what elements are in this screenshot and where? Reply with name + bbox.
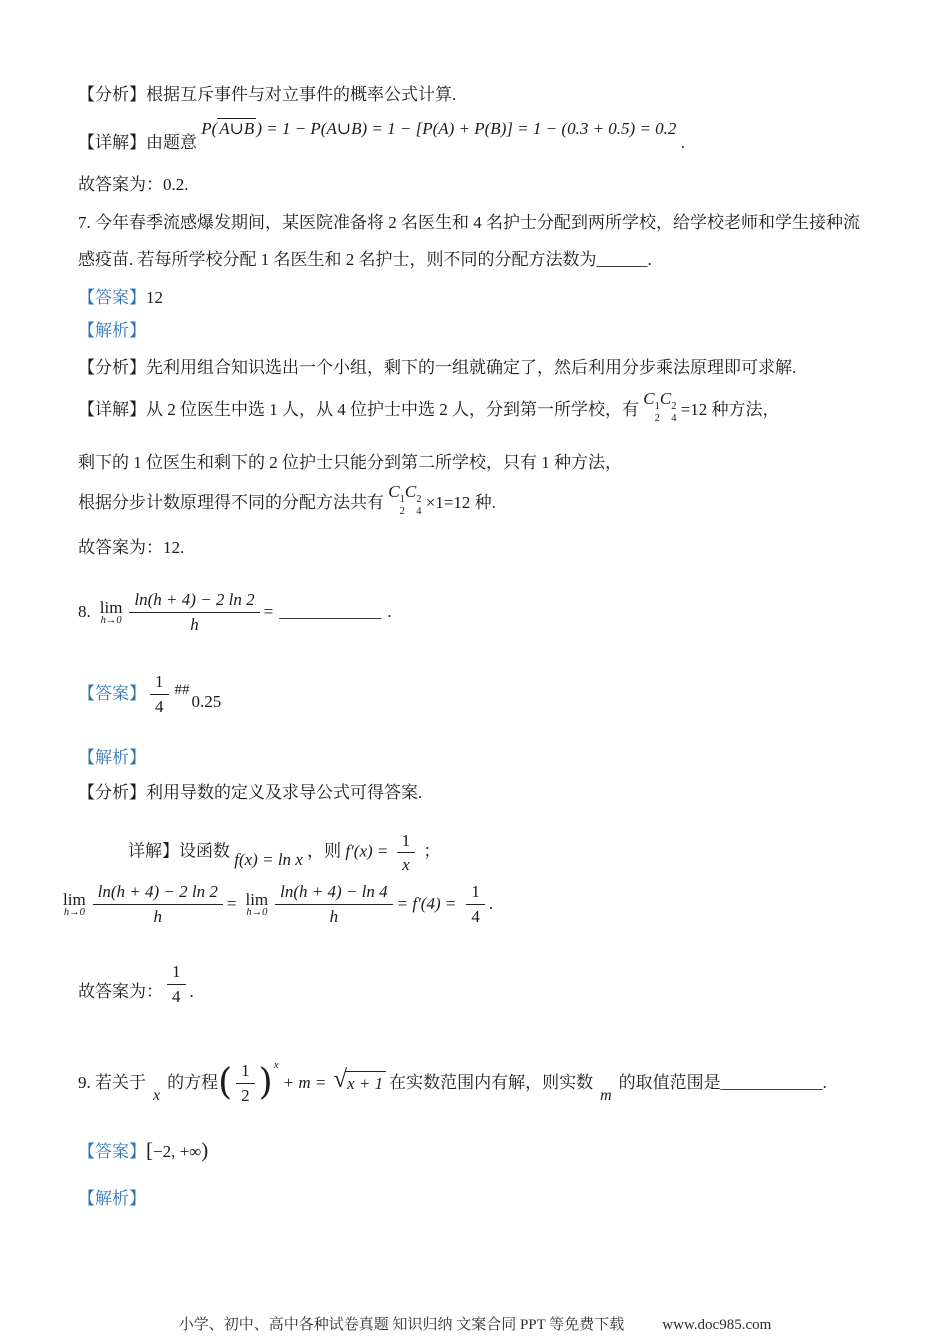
q9-plus-m-equals: + m = [282, 1073, 327, 1093]
q7-text-line2 [78, 249, 652, 270]
q7-jiexi-label: 【解析】 [78, 321, 146, 340]
comb-c2-sup: 2 [671, 401, 677, 412]
q8-fp-num: 1 [397, 830, 416, 853]
q8-fprime-fraction [397, 830, 416, 876]
q9-half-den: 2 [241, 1085, 250, 1105]
q9-half-num: 1 [236, 1060, 255, 1083]
q9-mid1-text: 的方程 [167, 1073, 219, 1093]
limit-operator-2 [63, 889, 86, 919]
q7-final-answer-text: 故答案为：12. [78, 538, 185, 557]
q7-analysis-text: 【分析】先利用组合知识选出一个小组，剩下的一组就确定了，然后利用分步乘法原理即可求解. [78, 358, 797, 377]
q9-big-paren-open: ( [218, 1061, 233, 1103]
limit-operator-3 [245, 889, 268, 919]
comb2-c2-sub: 4 [416, 506, 422, 518]
q9-answer-line [78, 1140, 208, 1162]
q7-jiexi-line [78, 320, 146, 341]
comb2-c1-sup: 1 [399, 494, 405, 505]
radical-sign: √ [333, 1066, 348, 1094]
q7-detail-line2 [78, 452, 622, 473]
page-footer [0, 1316, 950, 1335]
q8-equals: = [263, 602, 274, 622]
footer-promo-text: 小学、初中、高中各种试卷真题 知识归纳 文案合同 PPT 等免费下载 [178, 1317, 625, 1333]
q8-number: 8. [78, 602, 91, 622]
q9-question-line [78, 1056, 827, 1110]
q9-jiexi-label: 【解析】 [78, 1189, 146, 1208]
q6-detail-line [78, 118, 685, 152]
q7-detail3-pre-text: 根据分步计数原理得不同的分配方法共有 [78, 493, 384, 512]
q7-detail-post-text: =12 种方法， [680, 400, 780, 419]
q8-eq2-period: . [488, 894, 494, 914]
comb-c2-scripts [671, 401, 676, 425]
q6-analysis-line [78, 84, 456, 105]
lim-word-3: lim [245, 889, 269, 909]
comb-c1-sup: 1 [654, 401, 660, 412]
q8-detail-pre: 详解】设函数 [128, 841, 230, 861]
q7-text-line2-span: 感疫苗. 若每所学校分配 1 名医生和 2 名护士，则不同的分配方法数为______. [78, 250, 652, 269]
q8-eq2-num1: ln(h + 4) − 2 ln 2 [93, 881, 223, 904]
overline-a-union-b: A∪B [219, 119, 255, 138]
q7-analysis-line [78, 357, 796, 378]
lim-word-2: lim [63, 889, 86, 909]
lim-subscript: h→0 [100, 615, 122, 627]
q6-detail-label: 【详解】由题意 [78, 133, 197, 152]
q8-equation-line [60, 876, 499, 932]
q9-sqrt [333, 1066, 386, 1094]
comb2-c2-scripts [416, 494, 421, 518]
limit-operator [100, 597, 123, 627]
q8-final-num: 1 [167, 961, 186, 984]
q9-answer-interval: −2, +∞ [153, 1142, 202, 1161]
combination-c21-c42 [643, 388, 676, 425]
q9-mid3-text: 的取值范围是____________. [618, 1073, 827, 1093]
comb2-c2-sup: 2 [416, 494, 422, 505]
q8-final-den: 4 [172, 986, 181, 1006]
q8-jiexi-line [78, 747, 146, 768]
q7-detail-line3 [78, 482, 496, 529]
q7-answer-label: 【答案】 [78, 288, 146, 307]
q9-sqrt-body: x + 1 [345, 1071, 386, 1094]
prob-formula-rest: ) = 1 − P(A∪B) = 1 − [P(A) + P(B)] = 1 − (0.3 + 0.5) = 0.2 [256, 119, 677, 138]
q8-frac-num: ln(h + 4) − 2 ln 2 [129, 589, 259, 612]
q8-eq2-den1: h [153, 906, 163, 926]
q8-fprime-lhs: f′(x) = [345, 841, 389, 861]
q9-exponent-x: x [273, 1059, 279, 1072]
q8-eq2-frac2 [275, 881, 392, 927]
q9-big-paren-close: ) [258, 1061, 273, 1103]
footer-site-url: www.doc985.com [662, 1317, 772, 1333]
q8-final-period: . [189, 982, 194, 1002]
lim-subscript-3: h→0 [246, 907, 268, 919]
q9-answer-label: 【答案】 [78, 1142, 146, 1161]
q8-analysis-text: 【分析】利用导数的定义及求导公式可得答案. [78, 783, 423, 802]
q9-answer-close-paren: ) [201, 1138, 209, 1162]
q8-period: . [387, 602, 392, 622]
q7-detail-pre-text: 【详解】从 2 位医生中选 1 人，从 4 位护士中选 2 人，分到第一所学校，有 [78, 400, 639, 419]
q6-final-answer-line [78, 174, 189, 195]
q8-detail-line [128, 830, 440, 876]
q8-analysis-line [78, 782, 422, 803]
q7-text-line1-span: 7. 今年春季流感爆发期间，某医院准备将 2 名医生和 4 名护士分配到两所学校，给学校老师和学生接种流 [78, 213, 860, 232]
q8-fraction [129, 589, 259, 635]
q9-mid2-text: 在实数范围内有解，则实数 [389, 1073, 594, 1093]
q8-eq2-frac1 [93, 881, 223, 927]
q6-final-answer-text: 故答案为：0.2. [78, 175, 189, 194]
q9-var-m: m [600, 1087, 612, 1104]
comb2-c1-sub: 2 [399, 506, 405, 518]
q8-final-answer-line [78, 962, 194, 1006]
q9-pre-text: 9. 若关于 [78, 1073, 146, 1093]
q7-final-answer-line [78, 537, 184, 558]
q8-ans-num: 1 [150, 671, 169, 694]
comb-c2: C [659, 389, 672, 408]
q8-eq2-num2: ln(h + 4) − ln 4 [275, 881, 392, 904]
q7-detail-line1 [78, 389, 780, 436]
q8-eq2-result-frac [466, 881, 485, 927]
q8-final-fraction [167, 961, 186, 1007]
q8-frac-den: h [190, 614, 199, 634]
q7-detail3-post-text: ×1=12 种. [425, 493, 496, 512]
comb-c2-sub: 4 [671, 413, 677, 425]
comb2-c2: C [404, 482, 417, 501]
q8-fp-den: x [402, 855, 410, 875]
q8-jiexi-label: 【解析】 [78, 748, 146, 767]
q8-eq2-rden: 4 [471, 906, 480, 926]
comb2-c1: C [388, 482, 400, 501]
q9-jiexi-line [78, 1188, 146, 1209]
comb-c1: C [643, 389, 655, 408]
q6-analysis-text: 【分析】根据互斥事件与对立事件的概率公式计算. [78, 85, 457, 104]
q8-answer-decimal: 0.25 [191, 692, 222, 712]
q8-eq2-den2: h [329, 906, 339, 926]
q9-half-fraction [236, 1060, 255, 1106]
q9-answer-open-bracket: [ [146, 1138, 153, 1162]
q8-eq2-equals1: = [226, 894, 237, 914]
q8-answer-fraction [150, 671, 169, 717]
q7-answer-line [78, 287, 163, 308]
lim-subscript-2: h→0 [63, 907, 85, 919]
q8-final-label: 故答案为： [78, 982, 163, 1002]
prob-formula-period: . [680, 133, 685, 152]
prob-formula-pre: P( [201, 119, 218, 138]
q8-ans-den: 4 [155, 696, 164, 716]
q7-text-line1 [78, 212, 860, 233]
q7-detail2-text: 剩下的 1 位医生和剩下的 2 位护士只能分到第二所学校，只有 1 种方法， [78, 453, 622, 472]
q8-question-line [78, 585, 397, 639]
q8-eq2-equals2: = f′(4) = [396, 894, 457, 914]
q8-answer-line [78, 668, 221, 720]
combination-c21-c42-2 [388, 481, 421, 518]
comb-c1-sub: 2 [654, 413, 660, 425]
q8-answer-blank: ____________ [279, 602, 382, 622]
q8-answer-separator: ## [174, 681, 190, 698]
q8-then-text: ，则 [307, 841, 342, 861]
q8-semicolon: ； [423, 841, 441, 861]
q8-fx-definition: f(x) = ln x [234, 849, 303, 869]
q8-answer-label: 【答案】 [78, 684, 146, 704]
q7-answer-value: 12 [146, 288, 163, 307]
q8-eq2-rnum: 1 [466, 881, 485, 904]
lim-word: lim [99, 597, 123, 617]
q9-var-x: x [153, 1087, 161, 1104]
